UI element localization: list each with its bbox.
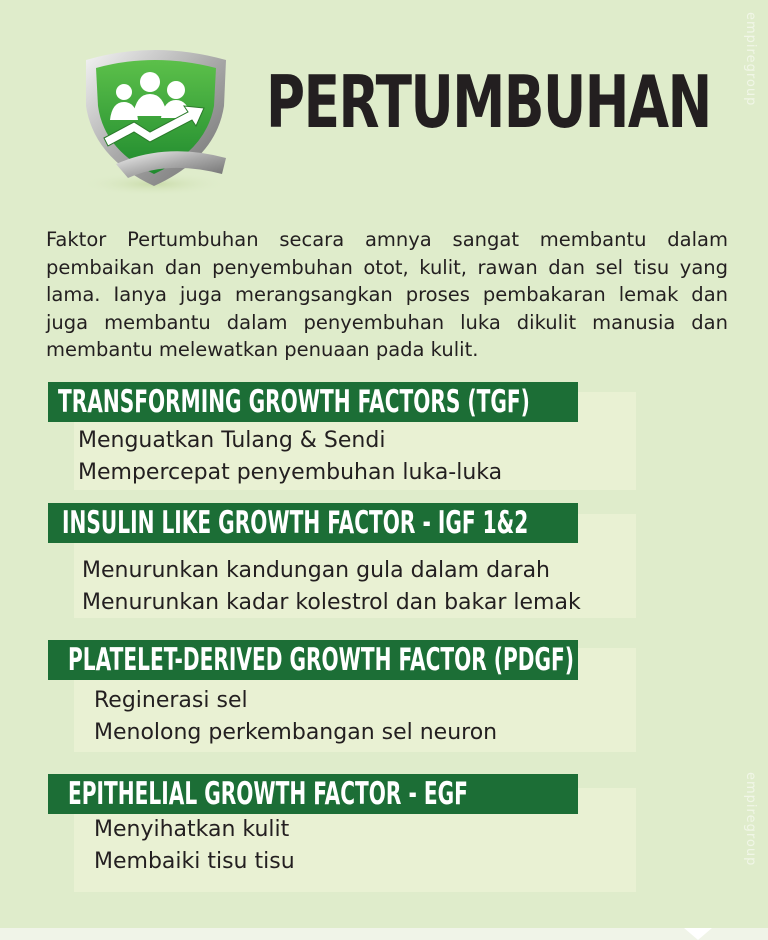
watermark-bottom: empiregroup [743,772,758,867]
list-item: Mempercepat penyembuhan luka-luka [78,460,503,485]
section-title: PLATELET-DERIVED GROWTH FACTOR (PDGF) [68,642,574,678]
list-item: Reginerasi sel [94,688,248,713]
section-title-bar [48,640,578,680]
list-item: Menurunkan kadar kolestrol dan bakar lemak [82,590,581,615]
list-item: Menyihatkan kulit [94,817,290,842]
section-title: TRANSFORMING GROWTH FACTORS (TGF) [58,384,530,420]
section-title: INSULIN LIKE GROWTH FACTOR - IGF 1&2 [62,505,529,541]
bottom-strip [0,928,768,940]
section-title-bar [48,382,578,422]
growth-shield-icon [76,46,236,196]
list-item: Membaiki tisu tisu [94,849,295,874]
list-item: Menguatkan Tulang & Sendi [78,428,386,453]
section-title: EPITHELIAL GROWTH FACTOR - EGF [68,776,468,812]
intro-paragraph: Faktor Pertumbuhan secara amnya sangat membantu dalam pembaikan dan penyembuhan otot, kulit, rawan dan sel tisu yang lama. Ianya juga merangsangkan proses pembakaran lemak dan juga membantu dalam penyembuhan luka dikulit manusia dan membantu melewatkan penuaan pada kulit. [46,228,728,361]
list-item: Menolong perkembangan sel neuron [94,720,498,745]
section-title-bar [48,774,578,814]
watermark-top: empiregroup [743,12,758,107]
list-item: Menurunkan kandungan gula dalam darah [82,558,550,583]
page-title: PERTUMBUHAN [266,60,711,144]
down-pointer-icon [684,928,712,940]
section-title-bar [48,503,578,543]
